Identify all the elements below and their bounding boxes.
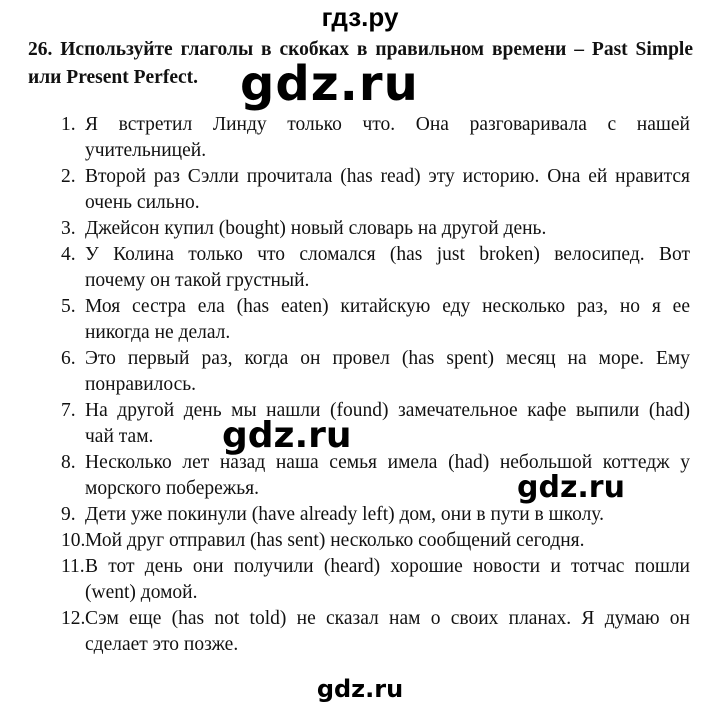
gdz-watermark-large: gdz.ru — [240, 56, 419, 112]
list-item — [0, 112, 720, 164]
list-item — [0, 164, 720, 216]
item-number: 12. — [61, 608, 86, 629]
item-line: понравилось. — [85, 374, 197, 395]
item-line: чай там. — [85, 426, 154, 447]
list-item — [0, 216, 720, 242]
list-item — [0, 294, 720, 346]
item-line: морского побережья. — [85, 478, 259, 499]
item-line: никогда не делал. — [85, 322, 231, 343]
item-line: (went) домой. — [85, 582, 198, 603]
item-line: Сэм еще (has not told) не сказал нам о своих планах. Я думаю он — [85, 608, 690, 629]
item-line: Моя сестра ела (has eaten) китайскую еду несколько раз, но я ее — [85, 296, 690, 317]
item-number: 4. — [61, 244, 76, 265]
item-line: У Колина только что сломался (has just broken) велосипед. Вот — [85, 244, 690, 265]
item-line: почему он такой грустный. — [85, 270, 310, 291]
list-item — [0, 528, 720, 554]
item-line: Это первый раз, когда он провел (has spent) месяц на море. Ему — [85, 348, 690, 369]
item-number: 6. — [61, 348, 76, 369]
list-item — [0, 242, 720, 294]
item-line: Джейсон купил (bought) новый словарь на другой день. — [85, 218, 547, 239]
heading-line: или Present Perfect. — [28, 67, 199, 88]
gdz-watermark-middle: gdz.ru — [222, 415, 352, 456]
task-list — [0, 112, 720, 658]
item-number: 1. — [61, 114, 76, 135]
item-line: Я встретил Линду только что. Она разговаривала с нашей — [85, 114, 690, 135]
item-number: 9. — [61, 504, 76, 525]
item-line: В тот день они получили (heard) хорошие новости и тотчас пошли — [85, 556, 690, 577]
item-line: Второй раз Сэлли прочитала (has read) эту историю. Она ей нравится — [85, 166, 690, 187]
item-number: 7. — [61, 400, 76, 421]
item-number: 11. — [61, 556, 85, 577]
site-header — [0, 2, 720, 32]
item-line: учительницей. — [85, 140, 207, 161]
list-item — [0, 554, 720, 606]
list-item — [0, 398, 720, 450]
page-footer — [0, 677, 720, 702]
item-line: очень сильно. — [85, 192, 200, 213]
item-line: сделает это позже. — [85, 634, 239, 655]
item-line: Дети уже покинули (have already left) дом, они в пути в школу. — [85, 504, 604, 525]
list-item — [0, 606, 720, 658]
item-line: На другой день мы нашли (found) замечательное кафе выпили (had) — [85, 400, 690, 421]
gdz-logo-footer: gdz.ru — [316, 675, 404, 703]
item-number: 3. — [61, 218, 76, 239]
item-line: Мой друг отправил (has sent) несколько сообщений сегодня. — [85, 530, 585, 551]
list-item — [0, 502, 720, 528]
item-number: 2. — [61, 166, 76, 187]
gdz-watermark-right: gdz.ru — [517, 470, 625, 505]
item-line: Несколько лет назад наша семья имела (had) небольшой коттедж у — [85, 452, 690, 473]
item-number: 8. — [61, 452, 76, 473]
gdz-logo-header: гдз.ру — [321, 2, 399, 32]
heading-line: 26. Используйте глаголы в скобках в правильном времени – Past Simple — [28, 39, 693, 60]
item-number: 5. — [61, 296, 76, 317]
list-item — [0, 346, 720, 398]
item-number: 10. — [61, 530, 86, 551]
